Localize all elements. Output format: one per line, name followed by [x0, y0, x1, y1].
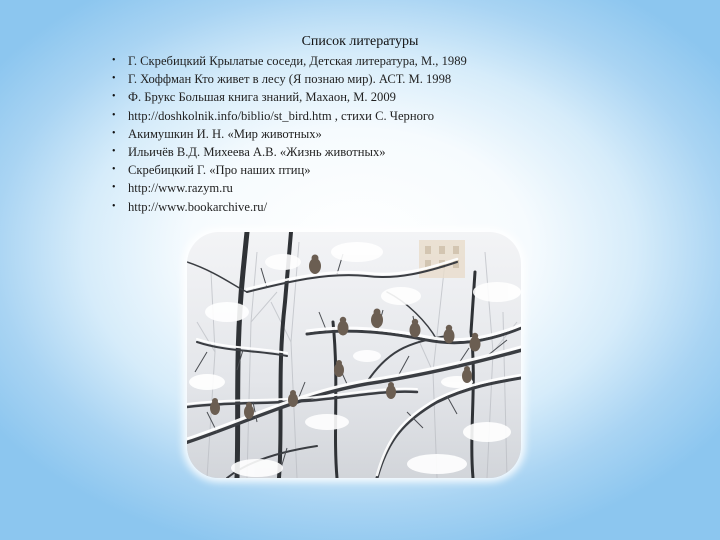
reference-text: Скребицкий Г. «Про наших птиц»: [128, 163, 311, 178]
reference-text: http://doshkolnik.info/biblio/st_bird.htm , стихи С. Черного: [128, 108, 435, 123]
list-item: [110, 88, 670, 106]
bullet-icon: •: [112, 145, 116, 157]
bullet-icon: •: [112, 55, 116, 66]
snowy-branches-image: [187, 232, 521, 478]
reference-text: http://www.bookarchive.ru/: [128, 199, 268, 214]
reference-text: Акимушкин И. Н. «Мир животных»: [128, 126, 322, 141]
reference-text: Ильичёв В.Д. Михеева А.В. «Жизнь животных»: [128, 144, 386, 159]
list-item: [110, 143, 670, 161]
bullet-icon: •: [112, 109, 116, 121]
reference-text: http://www.razym.ru: [128, 181, 233, 196]
bullet-icon: •: [112, 91, 116, 103]
snowy-birds-photo: [187, 232, 521, 478]
reference-text: Ф. Брукс Большая книга знаний, Махаон, М. 2009: [128, 90, 396, 105]
reference-text: Г. Скребицкий Крылатые соседи, Детская литература, М., 1989: [128, 54, 467, 68]
bullet-icon: •: [112, 127, 116, 139]
bullet-icon: •: [112, 164, 116, 176]
list-item: [110, 179, 670, 197]
list-item: [110, 198, 670, 216]
list-item: [110, 161, 670, 179]
bullet-icon: •: [112, 182, 116, 194]
bullet-icon: •: [112, 73, 116, 85]
bullet-icon: •: [112, 200, 116, 212]
reference-text: Г. Хоффман Кто живет в лесу (Я познаю мир). АСТ. М. 1998: [128, 72, 452, 87]
list-item: [110, 125, 670, 143]
reference-list: [110, 52, 670, 216]
list-item: [110, 52, 670, 70]
list-item: [110, 70, 670, 88]
page-title: Список литературы: [301, 34, 419, 49]
list-item: [110, 107, 670, 125]
